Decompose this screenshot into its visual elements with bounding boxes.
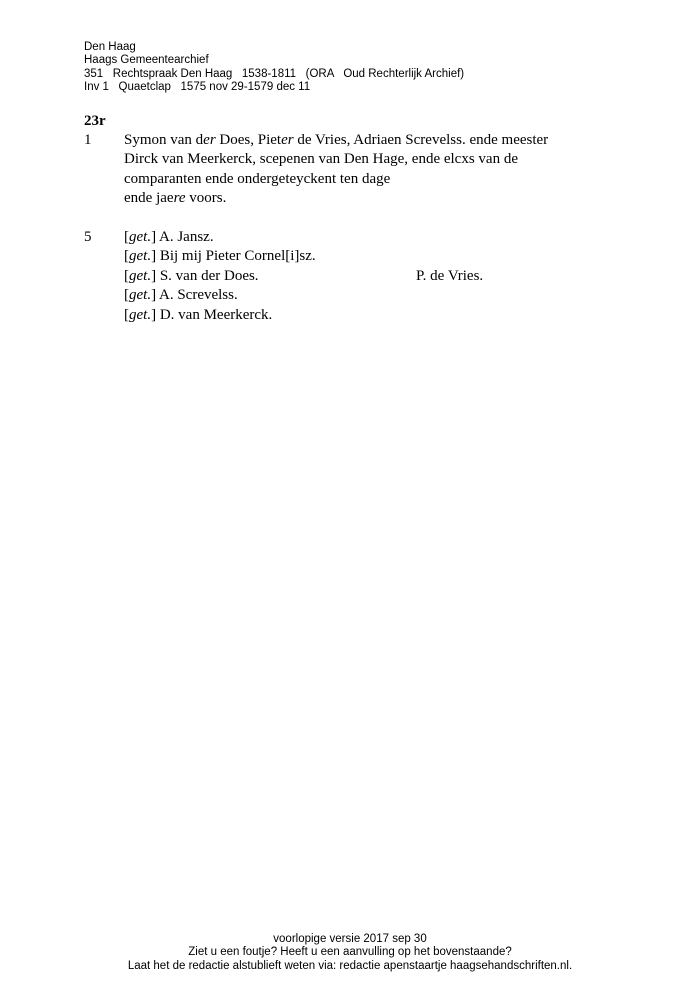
line-text: comparanten ende ondergeteyckent ten dage bbox=[124, 170, 391, 187]
folio-number: 23r bbox=[84, 113, 106, 129]
header-inventory: Inv 1 Quaetclap 1575 nov 29-1579 dec 11 bbox=[84, 81, 311, 94]
line-number: 1 bbox=[84, 132, 92, 148]
line-number: 5 bbox=[84, 228, 92, 245]
header-archive: Haags Gemeentearchief bbox=[84, 54, 209, 67]
footer-contact: Laat het de redactie alstublieft weten via: redactie apenstaartje haagsehandschriften.nl. bbox=[127, 959, 573, 972]
line-text: Dirck van Meerkerck, scepenen van Den Hage, ende elcxs van de bbox=[124, 151, 518, 168]
page-footer bbox=[0, 933, 700, 973]
signature-text: [get.] A. Screvelss. bbox=[124, 287, 238, 304]
header-city: Den Haag bbox=[84, 41, 136, 53]
signature-text: [get.] Bij mij Pieter Cornel[i]sz. bbox=[124, 248, 316, 265]
footer-version: voorlopige versie 2017 sep 30 bbox=[273, 933, 427, 945]
header-collection: 351 Rechtspraak Den Haag 1538-1811 (ORA Oud Rechterlijk Archief) bbox=[84, 67, 465, 80]
line-text: ende jaere voors. bbox=[124, 190, 227, 207]
signature-text: [get.] A. Jansz. bbox=[124, 228, 214, 245]
line-text: Symon van der Does, Pieter de Vries, Adriaen Screvelss. ende meester bbox=[124, 132, 549, 148]
footer-question: Ziet u een foutje? Heeft u een aanvulling op het bovenstaande? bbox=[188, 946, 512, 959]
signature-text: [get.] S. van der Does. bbox=[124, 267, 259, 284]
archive-header bbox=[84, 41, 464, 95]
signature-text: [get.] D. van Meerkerck. bbox=[124, 306, 273, 323]
signature-second: P. de Vries. bbox=[416, 267, 484, 284]
